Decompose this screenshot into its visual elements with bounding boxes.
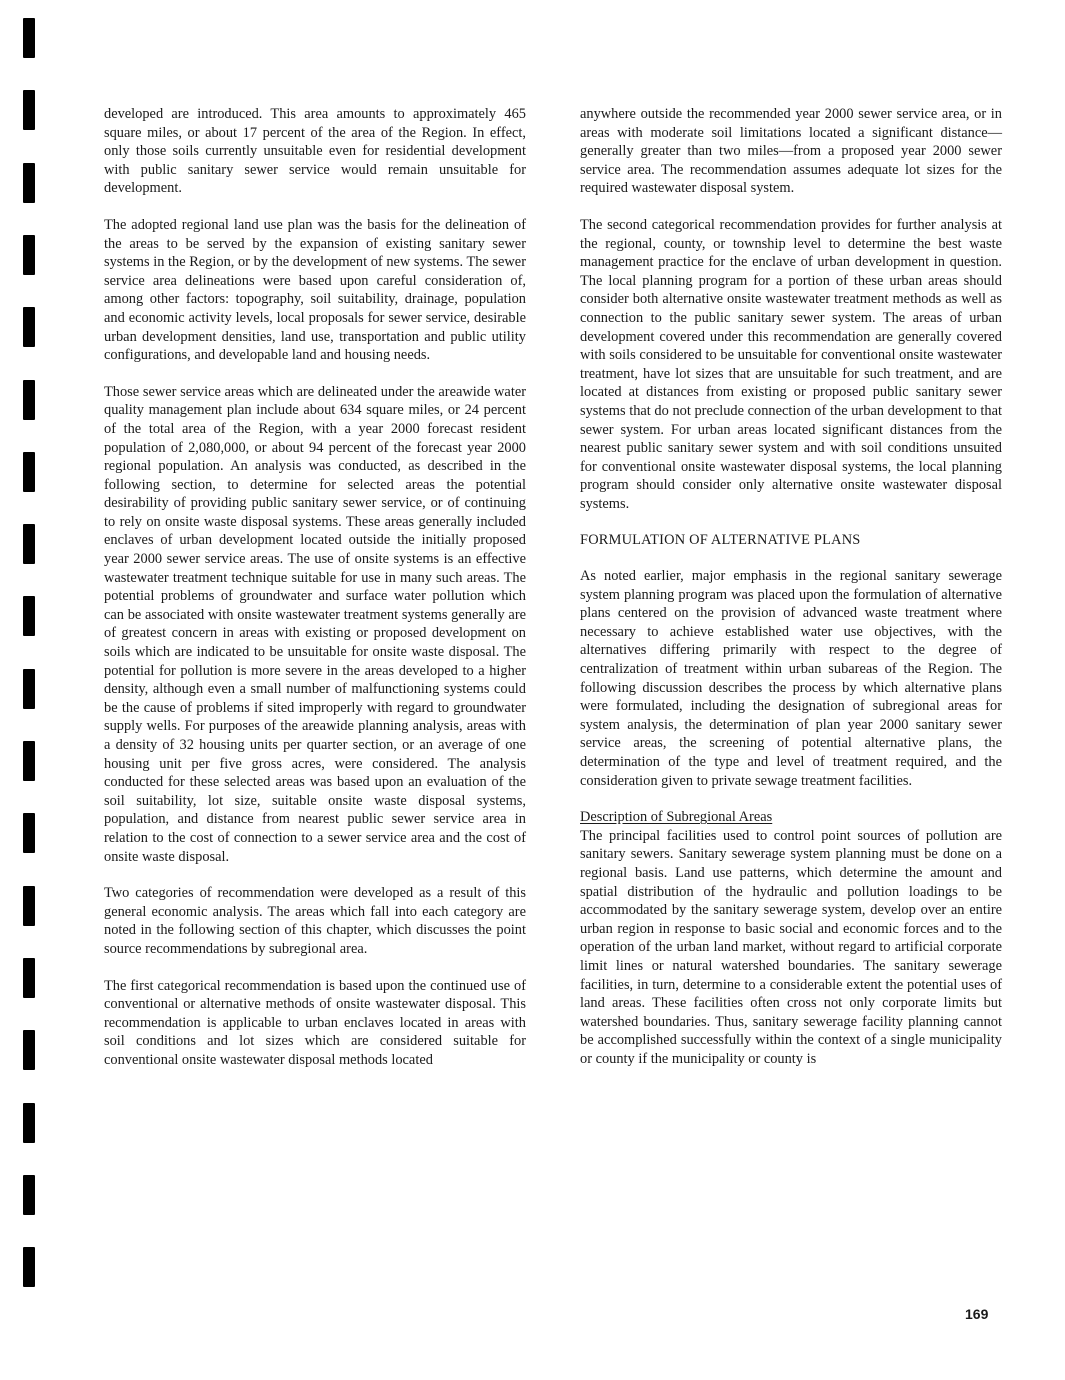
binding-hole [23, 524, 35, 564]
binding-hole [23, 163, 35, 203]
binding-hole [23, 1030, 35, 1070]
binding-hole [23, 90, 35, 130]
binding-hole [23, 741, 35, 781]
binding-hole [23, 380, 35, 420]
binding-holes-strip [0, 0, 60, 1380]
right-paragraph-3: As noted earlier, major emphasis in the regional sanitary sewerage system planning program was placed upon the formulation of alternative plans centered on the provision of advanced waste treatment where necessary to achieve established water use objectives, with the alternatives differing primarily with respect to the degree of centralization of treatment within urban subareas of the Region. The following discussion describes the process by which alternative plans were formulated, including the designation of subregional areas for system analysis, the determination of plan year 2000 sanitary sewer service areas, the screening of potential alternative plans, the determination of the type and level of treatment required, and the consideration given to private sewage treatment facilities. [580, 568, 1002, 789]
left-paragraph-2: The adopted regional land use plan was the basis for the delineation of the areas to be served by the expansion of existing sanitary sewer systems in the Region, or by the development of new systems. The sewer service area delineations were based upon careful consideration of, among other factors: topography, soil suitability, drainage, population and economic activity levels, local proposals for sewer service, desirable urban development densities, land use, transportation and public utility configurations, and developable land and housing needs. [104, 216, 526, 364]
binding-hole [23, 1175, 35, 1215]
left-paragraph-1: developed are introduced. This area amounts to approximately 465 square miles, or about 17 percent of the area of the Region. In effect, only those soils currently unsuitable even for residential development with public sanitary sewer service would remain unsuitable for development. [104, 106, 526, 197]
page-number: 169 [965, 1306, 989, 1322]
right-paragraph-2: The second categorical recommendation provides for further analysis at the regional, county, or township level to determine the best waste management practice for the enclave of urban development in question. The local planning program for a portion of these urban areas should consider both alternative onsite wastewater treatment methods as well as connection to the public sanitary sewer system. The areas of urban development covered under this recommendation are generally covered with soils considered to be unsuitable for conventional onsite wastewater treatment, have lot sizes that are unsuitable for such treatment, and are located at distances from existing or proposed public sanitary sewer systems that do not preclude connection of the urban development to that sewer system. For urban areas located significant distances from the nearest public sanitary sewer system and with soil conditions unsuited for conventional onsite wastewater disposal systems, the local planning program should consider only alternative onsite wastewater disposal systems. [580, 216, 1002, 512]
binding-hole [23, 1103, 35, 1143]
left-paragraph-3: Those sewer service areas which are delineated under the areawide water quality management plan include about 634 square miles, or 24 percent of the total area of the Region, with a year 2000 forecast resident population of 2,080,000, or about 94 percent of the forecast year 2000 regional population. An analysis was conducted, as described in the following section, to determine for selected areas the potential desirability of providing public sanitary sewer service, or of continuing to rely on onsite waste disposal systems. These areas generally included enclaves of urban development located outside the initially proposed year 2000 sewer service areas. The use of onsite systems is an effective wastewater treatment technique suitable for use in many such areas. The potential problems of groundwater and surface water pollution which can be associated with onsite wastewater treatment systems generally are of greatest concern in areas with existing or proposed development on soils which are indicated to be unsuitable for onsite waste disposal. The potential for pollution is more severe in the areas developed to a higher density, although even a small number of malfunctioning systems could be the cause of problems if sited improperly with regard to groundwater supply wells. For purposes of the areawide planning analysis, areas with a density of 32 housing units per quarter section, or an average of one housing unit per five gross acres, were considered. The analysis conducted for these selected areas was based upon an evaluation of the soil suitability, lot size, suitable onsite waste disposal systems, population, and distance from nearest public sewer service area in relation to the cost of connection to a sewer service area and the cost of onsite waste disposal. [104, 383, 526, 865]
section-heading: FORMULATION OF ALTERNATIVE PLANS [580, 532, 861, 549]
right-paragraph-1: anywhere outside the recommended year 2000 sewer service area, or in areas with moderate soil limitations located a significant distance—generally greater than two miles—from a proposed year 2000 sewer service area. The recommendation assumes adequate lot sizes for the required wastewater disposal system. [580, 106, 1002, 197]
binding-hole [23, 307, 35, 347]
subheading: Description of Subregional Areas [580, 809, 773, 826]
binding-hole [23, 886, 35, 926]
binding-hole [23, 1247, 35, 1287]
binding-hole [23, 958, 35, 998]
right-column [580, 105, 1002, 1087]
binding-hole [23, 813, 35, 853]
left-paragraph-4: Two categories of recommendation were developed as a result of this general economic analysis. The areas which fall into each category are noted in the following section of this chapter, which discusses the point source recommendations by subregional area. [104, 885, 526, 957]
binding-hole [23, 18, 35, 58]
binding-hole [23, 596, 35, 636]
binding-hole [23, 669, 35, 709]
binding-hole [23, 235, 35, 275]
left-paragraph-5: The first categorical recommendation is based upon the continued use of conventional or alternative methods of onsite wastewater disposal. This recommendation is applicable to urban enclaves located in areas with soil conditions and lot sizes which are considered suitable for conventional onsite wastewater disposal methods located [104, 977, 526, 1068]
left-column [104, 105, 526, 1088]
right-paragraph-4: The principal facilities used to control point sources of pollution are sanitary sewers. Sanitary sewerage system planning must be done on a regional basis. Land use patterns, which determine the amount and spatial distribution of the hydraulic and pollution loadings to be accommodated by the sanitary sewerage system, develop over an entire urban region in response to basic social and economic forces and to the operation of the urban land market, without regard to artificial corporate limit lines or natural watershed boundaries. The sanitary sewerage facilities, in turn, determine to a considerable extent the potential uses of land areas. These facilities often cross not only corporate limits but watershed boundaries. Thus, sanitary sewerage facility planning cannot be accomplished successfully within the context of a single municipality or county if the municipality or county is [580, 827, 1002, 1067]
binding-hole [23, 452, 35, 492]
